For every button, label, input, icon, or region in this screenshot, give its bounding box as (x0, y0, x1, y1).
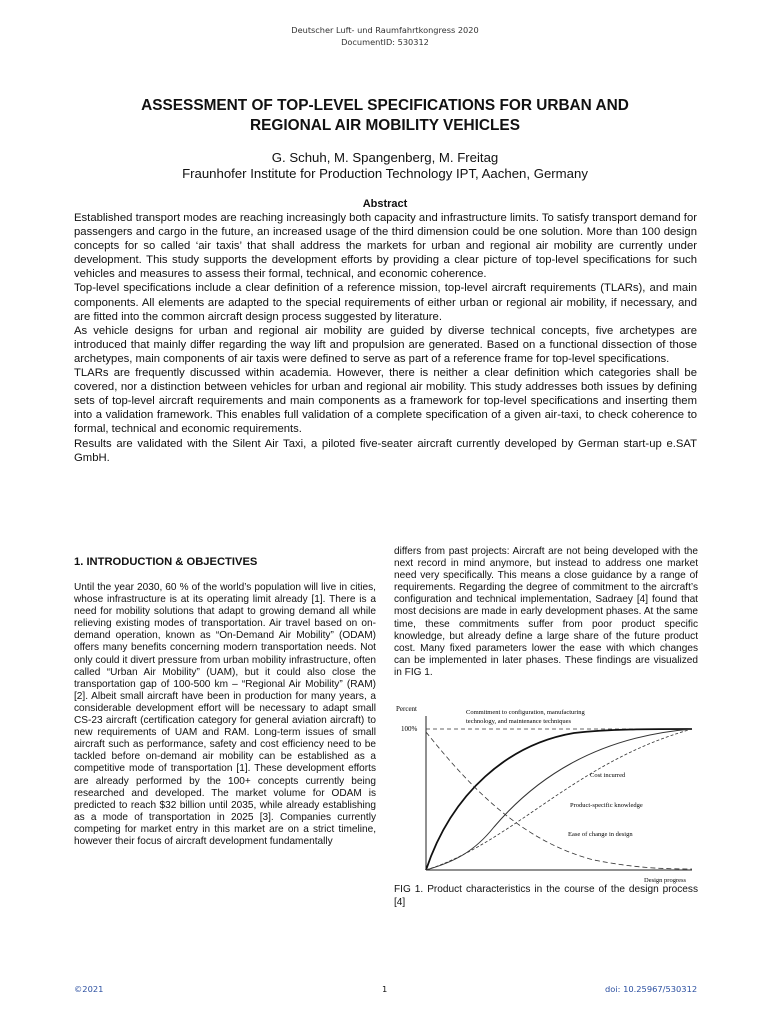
conference-header: Deutscher Luft- und Raumfahrtkongress 2020 (291, 25, 479, 35)
ease-of-change-curve (426, 732, 692, 869)
authors: G. Schuh, M. Spangenberg, M. Freitag (271, 150, 499, 165)
label-cost-incurred: Cost incurred (590, 772, 626, 779)
footer-page-number: 1 (382, 984, 388, 994)
y-axis-label: Percent (396, 705, 417, 713)
abstract-paragraph-1: Established transport modes are reaching increasingly both capacity and infrastructure limits. To satisfy transport demand for passengers and cargo in the future, an increased usage of the third dimension could be one solution. More than 100 design concepts for so called ‘air taxis’ that shall address the markets for urban and regional air mobility are currently under development. This study supports the development efforts by providing a clear picture of top-level specifications for such vehicles and measures to assess their formal, technical, and economic coherence. (74, 212, 697, 281)
abstract-paragraph-5: Results are validated with the Silent Air Taxi, a piloted five-seater aircraft currently developed by German start-up e.SAT GmbH. (74, 437, 697, 464)
document-id: DocumentID: 530312 (341, 37, 429, 47)
label-commitment-line-1: Commitment to configuration, manufacturing (466, 709, 585, 716)
paper-title (60, 96, 710, 136)
label-product-knowledge: Product-specific knowledge (570, 802, 643, 809)
title-line-2: REGIONAL AIR MOBILITY VEHICLES (250, 117, 520, 134)
title-line-1: ASSESSMENT OF TOP-LEVEL SPECIFICATIONS FOR URBAN AND (141, 97, 629, 114)
label-ease-of-change: Ease of change in design (568, 831, 633, 838)
footer-copyright: ©2021 (74, 984, 104, 994)
intro-right-column: differs from past projects: Aircraft are not being developed with the next record in mind anymore, but instead to address one market need very specifically. This means a close guidance by a range of requirements. Regarding the degree of commitment to the aircraft’s configuration and technical implementation, Sadraey [4] found that most decisions are made in early development phases. At the same time, these commitments suffer from poor product specific knowledge, but already define a large share of the future product cost. Many fixed parameters lower the ease with which changes can be implemented in later phases. These findings are visualized in FIG 1. (394, 546, 698, 678)
cost-incurred-curve (426, 729, 692, 870)
figure-1-chart (394, 702, 700, 886)
abstract-heading: Abstract (362, 198, 408, 210)
abstract-paragraph-3: As vehicle designs for urban and regional air mobility are guided by diverse technical concepts, five archetypes are introduced that mainly differ regarding the way lift and propulsion are generated. Based on a functional dissection of those archetypes, main components of air taxis were defined to serve as part of a reference frame for top-level specifications. (74, 324, 697, 365)
footer-doi-link[interactable]: doi: 10.25967/530312 (605, 984, 698, 994)
section-heading: 1. INTRODUCTION & OBJECTIVES (74, 556, 258, 568)
abstract-paragraph-2: Top-level specifications include a clear definition of a reference mission, top-level aircraft requirements (TLARs), and main components. All elements are adapted to the special requirements of either urban or regional air mobility, if necessary, and are fitted into the common aircraft design process suggested by literature. (74, 282, 697, 323)
label-commitment-line-2: technology, and maintenance techniques (466, 718, 571, 725)
abstract-paragraph-4: TLARs are frequently discussed within academia. However, there is neither a clear definition which categories shall be covered, nor a distinction between vehicles for urban and regional air mobility. This study addresses both issues by defining sets of top-level aircraft requirements and main components as a framework for top-level specifications and inserting them into a validation framework. This enables full validation of a complete specification of a given air-taxi, to check coherence to formal, technical and economic requirements. (74, 367, 697, 436)
intro-left-column: Until the year 2030, 60 % of the world’s population will live in cities, whose infrastructure is at its operating limit already [1]. There is a need for mobility solutions that adapt to growing demand all while relieving existing modes of transportation. Air travel based on on-demand operation, known as “On-Demand Air Mobility” (ODAM) offers many benefits concerning modern transportation needs. Not only could it divert pressure from urban mobility infrastructure, often called “Urban Air Mobility” (UAM), but it could also close the transportation gap of 100-500 km – “Regional Air Mobility” (RAM) [2]. Albeit small aircraft have been in production for many years, a considerable development effort will be necessary to adapt small CS-23 aircraft (certification category for general aviation aircraft) to new requirements of UAM and RAM. Long-term issues of small aircraft such as performance, safety and cost efficiency need to be tackled before on-demand air mobility can be established as a competitive mode of transportation [1]. These development efforts are already performed by the 100+ concepts currently being researched and developed. The market volume for ODAM is predicted to reach $32 billion until 2035, while already establishing as a mode of transportation in 2025 [3]. Companies currently competing for market entry in this market are on a strict timeline, however their focus of aircraft development fundamentally (74, 582, 376, 847)
affiliation: Fraunhofer Institute for Production Technology IPT, Aachen, Germany (182, 166, 588, 181)
figure-1-caption: FIG 1. Product characteristics in the course of the design process [4] (394, 884, 698, 908)
commitment-curve (426, 729, 692, 870)
abstract-body (74, 211, 697, 465)
knowledge-curve (426, 729, 692, 870)
y-tick-100: 100% (401, 725, 418, 733)
x-axis-label: Design progress (644, 877, 687, 884)
